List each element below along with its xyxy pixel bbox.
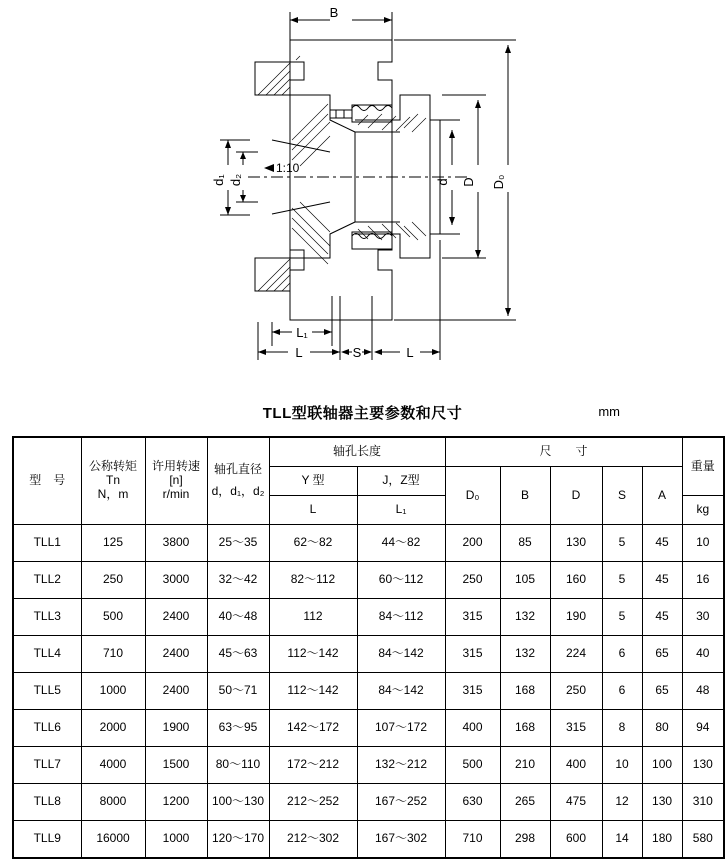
- caption-title: TLL型联轴器主要参数和尺寸: [262, 405, 463, 422]
- cell-D0: 200: [445, 525, 500, 562]
- cell-model: TLL1: [13, 525, 81, 562]
- cell-bore: 45～63: [207, 636, 269, 673]
- cell-D0: 315: [445, 599, 500, 636]
- cell-S: 12: [602, 784, 642, 821]
- cell-L: 112～142: [269, 673, 357, 710]
- cell-torque: 2000: [81, 710, 145, 747]
- cell-A: 45: [642, 562, 682, 599]
- cell-kg: 130: [682, 747, 724, 784]
- cell-D: 250: [550, 673, 602, 710]
- cell-torque: 125: [81, 525, 145, 562]
- cell-B: 168: [500, 673, 550, 710]
- cell-B: 210: [500, 747, 550, 784]
- th-D: D: [550, 467, 602, 525]
- spec-table: [12, 436, 725, 859]
- cell-A: 45: [642, 525, 682, 562]
- cell-D0: 315: [445, 673, 500, 710]
- th-sub-L: L: [269, 496, 357, 525]
- caption-unit: mm: [598, 404, 620, 419]
- cell-model: TLL6: [13, 710, 81, 747]
- th-bore-l1: 轴孔直径: [213, 462, 262, 477]
- cell-speed: 1000: [145, 821, 207, 859]
- cell-D0: 630: [445, 784, 500, 821]
- cell-L: 112: [269, 599, 357, 636]
- cell-A: 80: [642, 710, 682, 747]
- cell-kg: 94: [682, 710, 724, 747]
- table-row: [13, 636, 724, 673]
- label-d: d: [435, 178, 450, 186]
- cell-bore: 80～110: [207, 747, 269, 784]
- spec-table-wrap: [12, 436, 713, 859]
- cell-model: TLL3: [13, 599, 81, 636]
- cell-torque: 8000: [81, 784, 145, 821]
- th-bore-l2: d，d₁，d₂: [211, 484, 265, 498]
- technical-drawing: [0, 0, 725, 400]
- th-dims: 尺 寸: [445, 437, 682, 467]
- label-L1: L₁: [296, 325, 308, 340]
- cell-L1: 60～112: [357, 562, 445, 599]
- cell-S: 6: [602, 636, 642, 673]
- label-D0: D₀: [491, 174, 506, 190]
- cell-A: 65: [642, 636, 682, 673]
- cell-bore: 50～71: [207, 673, 269, 710]
- cell-S: 6: [602, 673, 642, 710]
- cell-L: 62～82: [269, 525, 357, 562]
- cell-kg: 580: [682, 821, 724, 859]
- table-row: [13, 710, 724, 747]
- cell-A: 100: [642, 747, 682, 784]
- cell-speed: 1200: [145, 784, 207, 821]
- cell-D0: 500: [445, 747, 500, 784]
- cell-A: 45: [642, 599, 682, 636]
- table-header-row-1: [13, 437, 724, 467]
- cell-model: TLL4: [13, 636, 81, 673]
- cell-L: 212～252: [269, 784, 357, 821]
- th-type-jz: J，Z型: [357, 467, 445, 496]
- cell-D0: 400: [445, 710, 500, 747]
- cell-model: TLL9: [13, 821, 81, 859]
- cell-bore: 32～42: [207, 562, 269, 599]
- cell-D0: 710: [445, 821, 500, 859]
- th-speed: [145, 437, 207, 525]
- cell-L: 172～212: [269, 747, 357, 784]
- cell-D: 190: [550, 599, 602, 636]
- cell-D: 315: [550, 710, 602, 747]
- cell-L1: 167～252: [357, 784, 445, 821]
- cell-model: TLL7: [13, 747, 81, 784]
- cell-B: 132: [500, 636, 550, 673]
- th-model: 型 号: [13, 437, 81, 525]
- cell-B: 168: [500, 710, 550, 747]
- cell-A: 65: [642, 673, 682, 710]
- cell-A: 130: [642, 784, 682, 821]
- cell-B: 265: [500, 784, 550, 821]
- label-B: B: [329, 5, 339, 20]
- table-row: [13, 562, 724, 599]
- cell-S: 10: [602, 747, 642, 784]
- cell-speed: 3000: [145, 562, 207, 599]
- cell-D0: 315: [445, 636, 500, 673]
- cell-L1: 84～142: [357, 673, 445, 710]
- th-S: S: [602, 467, 642, 525]
- cell-D: 130: [550, 525, 602, 562]
- label-taper: 1:10: [276, 161, 300, 175]
- label-d2: d₂: [228, 173, 243, 187]
- table-row: [13, 784, 724, 821]
- cell-model: TLL8: [13, 784, 81, 821]
- cell-torque: 16000: [81, 821, 145, 859]
- spec-table-body: [13, 525, 724, 859]
- cell-torque: 250: [81, 562, 145, 599]
- cell-D: 224: [550, 636, 602, 673]
- th-weight-unit: kg: [682, 496, 724, 525]
- th-speed-l1: 许用转速: [151, 459, 200, 474]
- cell-model: TLL2: [13, 562, 81, 599]
- cell-bore: 40～48: [207, 599, 269, 636]
- cell-speed: 2400: [145, 673, 207, 710]
- cell-kg: 48: [682, 673, 724, 710]
- cell-bore: 63～95: [207, 710, 269, 747]
- cell-S: 8: [602, 710, 642, 747]
- label-S: S: [352, 345, 362, 360]
- cell-L: 212～302: [269, 821, 357, 859]
- label-D: D: [461, 177, 476, 187]
- cell-kg: 30: [682, 599, 724, 636]
- cell-torque: 4000: [81, 747, 145, 784]
- cell-kg: 16: [682, 562, 724, 599]
- cell-torque: 1000: [81, 673, 145, 710]
- th-bore: [207, 437, 269, 525]
- cell-bore: 100～130: [207, 784, 269, 821]
- cell-L1: 167～302: [357, 821, 445, 859]
- cell-speed: 2400: [145, 599, 207, 636]
- cell-B: 85: [500, 525, 550, 562]
- cell-L: 82～112: [269, 562, 357, 599]
- cell-kg: 40: [682, 636, 724, 673]
- cell-speed: 1900: [145, 710, 207, 747]
- coupling-drawing-svg: [0, 0, 725, 400]
- label-L-right: L: [406, 345, 414, 360]
- cell-B: 132: [500, 599, 550, 636]
- th-sub-L1: L₁: [357, 496, 445, 525]
- th-torque: [81, 437, 145, 525]
- cell-D: 475: [550, 784, 602, 821]
- cell-L1: 107～172: [357, 710, 445, 747]
- cell-bore: 120～170: [207, 821, 269, 859]
- cell-L: 142～172: [269, 710, 357, 747]
- cell-L1: 132～212: [357, 747, 445, 784]
- cell-torque: 710: [81, 636, 145, 673]
- cell-L: 112～142: [269, 636, 357, 673]
- cell-speed: 3800: [145, 525, 207, 562]
- th-torque-l3: N，m: [97, 486, 129, 501]
- cell-bore: 25～35: [207, 525, 269, 562]
- cell-D: 600: [550, 821, 602, 859]
- cell-B: 105: [500, 562, 550, 599]
- th-speed-l3: r/min: [162, 486, 190, 501]
- table-row: [13, 599, 724, 636]
- th-D0: D₀: [445, 467, 500, 525]
- cell-S: 5: [602, 525, 642, 562]
- cell-torque: 500: [81, 599, 145, 636]
- table-row: [13, 525, 724, 562]
- th-torque-l1: 公称转矩: [88, 459, 137, 474]
- label-L-left: L: [295, 345, 303, 360]
- cell-L1: 84～112: [357, 599, 445, 636]
- cell-speed: 1500: [145, 747, 207, 784]
- cell-kg: 310: [682, 784, 724, 821]
- cell-S: 14: [602, 821, 642, 859]
- table-caption: [0, 402, 725, 432]
- cell-A: 180: [642, 821, 682, 859]
- cell-kg: 10: [682, 525, 724, 562]
- cell-speed: 2400: [145, 636, 207, 673]
- cell-D: 400: [550, 747, 602, 784]
- cell-B: 298: [500, 821, 550, 859]
- cell-S: 5: [602, 562, 642, 599]
- th-B: B: [500, 467, 550, 525]
- th-A: A: [642, 467, 682, 525]
- table-row: [13, 821, 724, 859]
- cell-D0: 250: [445, 562, 500, 599]
- cell-S: 5: [602, 599, 642, 636]
- cell-L1: 84～142: [357, 636, 445, 673]
- cell-L1: 44～82: [357, 525, 445, 562]
- th-speed-l2: [n]: [169, 473, 183, 488]
- table-row: [13, 673, 724, 710]
- label-d1: d₁: [211, 174, 226, 186]
- th-torque-l2: Tn: [105, 473, 120, 488]
- table-row: [13, 747, 724, 784]
- cell-model: TLL5: [13, 673, 81, 710]
- th-weight: 重量: [682, 437, 724, 496]
- th-type-y: Y 型: [269, 467, 357, 496]
- th-bore-length: 轴孔长度: [269, 437, 445, 467]
- cell-D: 160: [550, 562, 602, 599]
